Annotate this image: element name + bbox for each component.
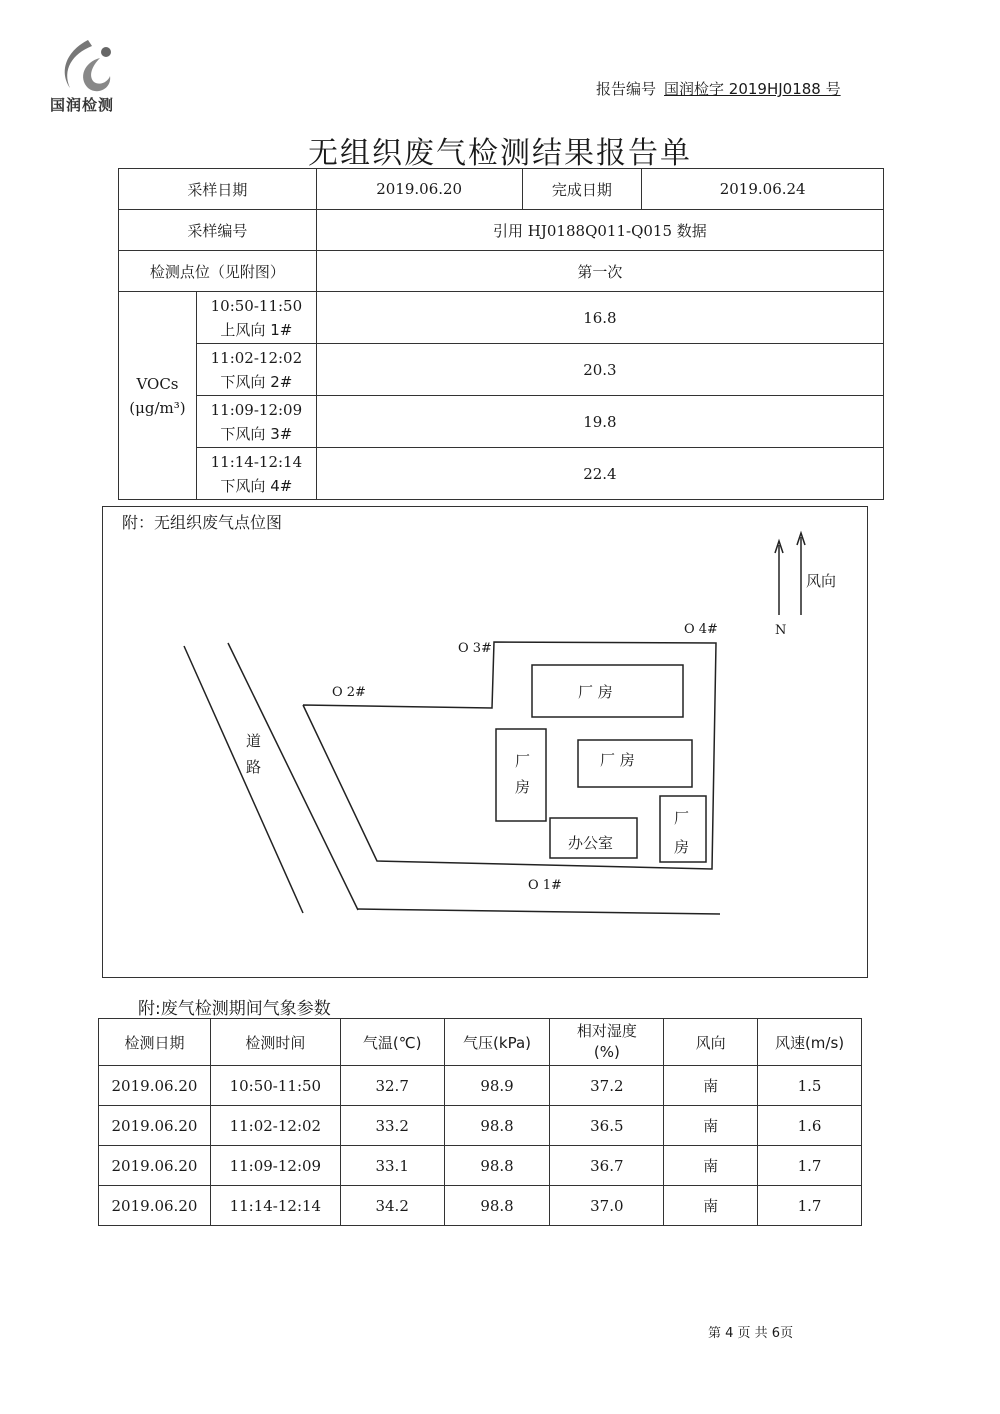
header-cell: 检测日期: [99, 1019, 211, 1066]
point-value: 22.4: [316, 448, 883, 500]
plant-label-4: 房: [674, 838, 690, 856]
point-name: 下风向 4#: [220, 476, 293, 495]
point-time: 11:14-12:14: [210, 452, 303, 471]
cell: 98.8: [444, 1146, 550, 1186]
monitor-point-1: O 1#: [528, 878, 562, 893]
point-label: 检测点位（见附图）: [119, 251, 317, 292]
cell: 2019.06.20: [99, 1106, 211, 1146]
header-cell: 气温(℃): [340, 1019, 444, 1066]
cell: 1.7: [758, 1186, 862, 1226]
cell: 98.8: [444, 1106, 550, 1146]
point-name: 上风向 1#: [220, 320, 293, 339]
plant-building-3: [496, 729, 546, 821]
param-name: VOCs: [136, 374, 179, 393]
table-row: [99, 1146, 862, 1186]
table-row: [99, 1066, 862, 1106]
office-label: 办公室: [568, 834, 614, 852]
report-number-label: 报告编号: [596, 80, 657, 98]
plant-label-1: 厂 房: [578, 683, 613, 701]
header-line: 相对湿度: [576, 1022, 637, 1040]
page-title: 无组织废气检测结果报告单: [308, 136, 692, 171]
cell: 36.5: [550, 1106, 664, 1146]
point-time: 10:50-11:50: [210, 296, 303, 315]
sampling-date-value: 2019.06.20: [316, 169, 522, 210]
plant-label-3: 厂: [515, 752, 531, 770]
report-number-value: 国润检字 2019HJ0188 号: [664, 80, 841, 98]
map-caption: 附：无组织废气点位图: [122, 513, 283, 532]
cell: 南: [664, 1066, 758, 1106]
plant-label-2: 厂 房: [600, 751, 635, 769]
monitor-point-4: O 4#: [684, 622, 718, 637]
road-edge: [358, 909, 720, 914]
cell: 36.7: [550, 1146, 664, 1186]
point-name: 下风向 3#: [220, 424, 293, 443]
cell: 1.7: [758, 1146, 862, 1186]
cell: 11:09-12:09: [210, 1146, 340, 1186]
cell: 37.2: [550, 1066, 664, 1106]
cell: 南: [664, 1106, 758, 1146]
logo-text: 国润检测: [50, 96, 115, 114]
cell: 10:50-11:50: [210, 1066, 340, 1106]
road-edge: [228, 643, 358, 910]
table-row: [99, 1106, 862, 1146]
cell: 2019.06.20: [99, 1186, 211, 1226]
header-cell: [550, 1019, 664, 1066]
table-row: [99, 1186, 862, 1226]
monitor-point-2: O 2#: [332, 685, 366, 700]
cell: 98.8: [444, 1186, 550, 1226]
cell: 1.6: [758, 1106, 862, 1146]
cell: 2019.06.20: [99, 1146, 211, 1186]
header-cell: 气压(kPa): [444, 1019, 550, 1066]
cell: 南: [664, 1146, 758, 1186]
plant-building-2: [578, 740, 692, 787]
road-label: 道: [246, 732, 262, 750]
cell: 37.0: [550, 1186, 664, 1226]
sample-no-value: 引用 HJ0188Q011-Q015 数据: [316, 210, 883, 251]
cell: 98.9: [444, 1066, 550, 1106]
cell: 34.2: [340, 1186, 444, 1226]
cell: 南: [664, 1186, 758, 1226]
cell: 33.1: [340, 1146, 444, 1186]
cell: 2019.06.20: [99, 1066, 211, 1106]
wind-label: 风向: [806, 572, 837, 590]
cell: 11:02-12:02: [210, 1106, 340, 1146]
point-value: 16.8: [316, 292, 883, 344]
point-time: 11:09-12:09: [210, 400, 303, 419]
weather-table: [98, 1018, 862, 1226]
weather-caption: 附:废气检测期间气象参数: [138, 999, 331, 1019]
plant-label-4: 厂: [674, 809, 690, 827]
north-label: N: [775, 623, 787, 638]
sampling-date-label: 采样日期: [119, 169, 317, 210]
completion-date-value: 2019.06.24: [642, 169, 884, 210]
road-label: 路: [246, 758, 262, 776]
completion-date-label: 完成日期: [522, 169, 642, 210]
param-unit: (μg/m³): [129, 398, 186, 417]
point-time: 11:02-12:02: [210, 348, 303, 367]
plant-label-3: 房: [515, 778, 531, 796]
cell: 32.7: [340, 1066, 444, 1106]
cell: 11:14-12:14: [210, 1186, 340, 1226]
sample-no-label: 采样编号: [119, 210, 317, 251]
cell: 1.5: [758, 1066, 862, 1106]
header-cell: 风向: [664, 1019, 758, 1066]
page-footer: 第 4 页 共 6页: [708, 1326, 794, 1341]
header-cell: 检测时间: [210, 1019, 340, 1066]
point-value: 19.8: [316, 396, 883, 448]
table-header-row: [99, 1019, 862, 1066]
point-name: 下风向 2#: [220, 372, 293, 391]
cell: 33.2: [340, 1106, 444, 1146]
header-cell: 风速(m/s): [758, 1019, 862, 1066]
site-boundary: [303, 642, 716, 869]
road-edge: [184, 646, 303, 913]
point-value: 20.3: [316, 344, 883, 396]
monitor-point-3: O 3#: [458, 641, 492, 656]
round-label: 第一次: [316, 251, 883, 292]
header-line: (%): [593, 1043, 620, 1061]
